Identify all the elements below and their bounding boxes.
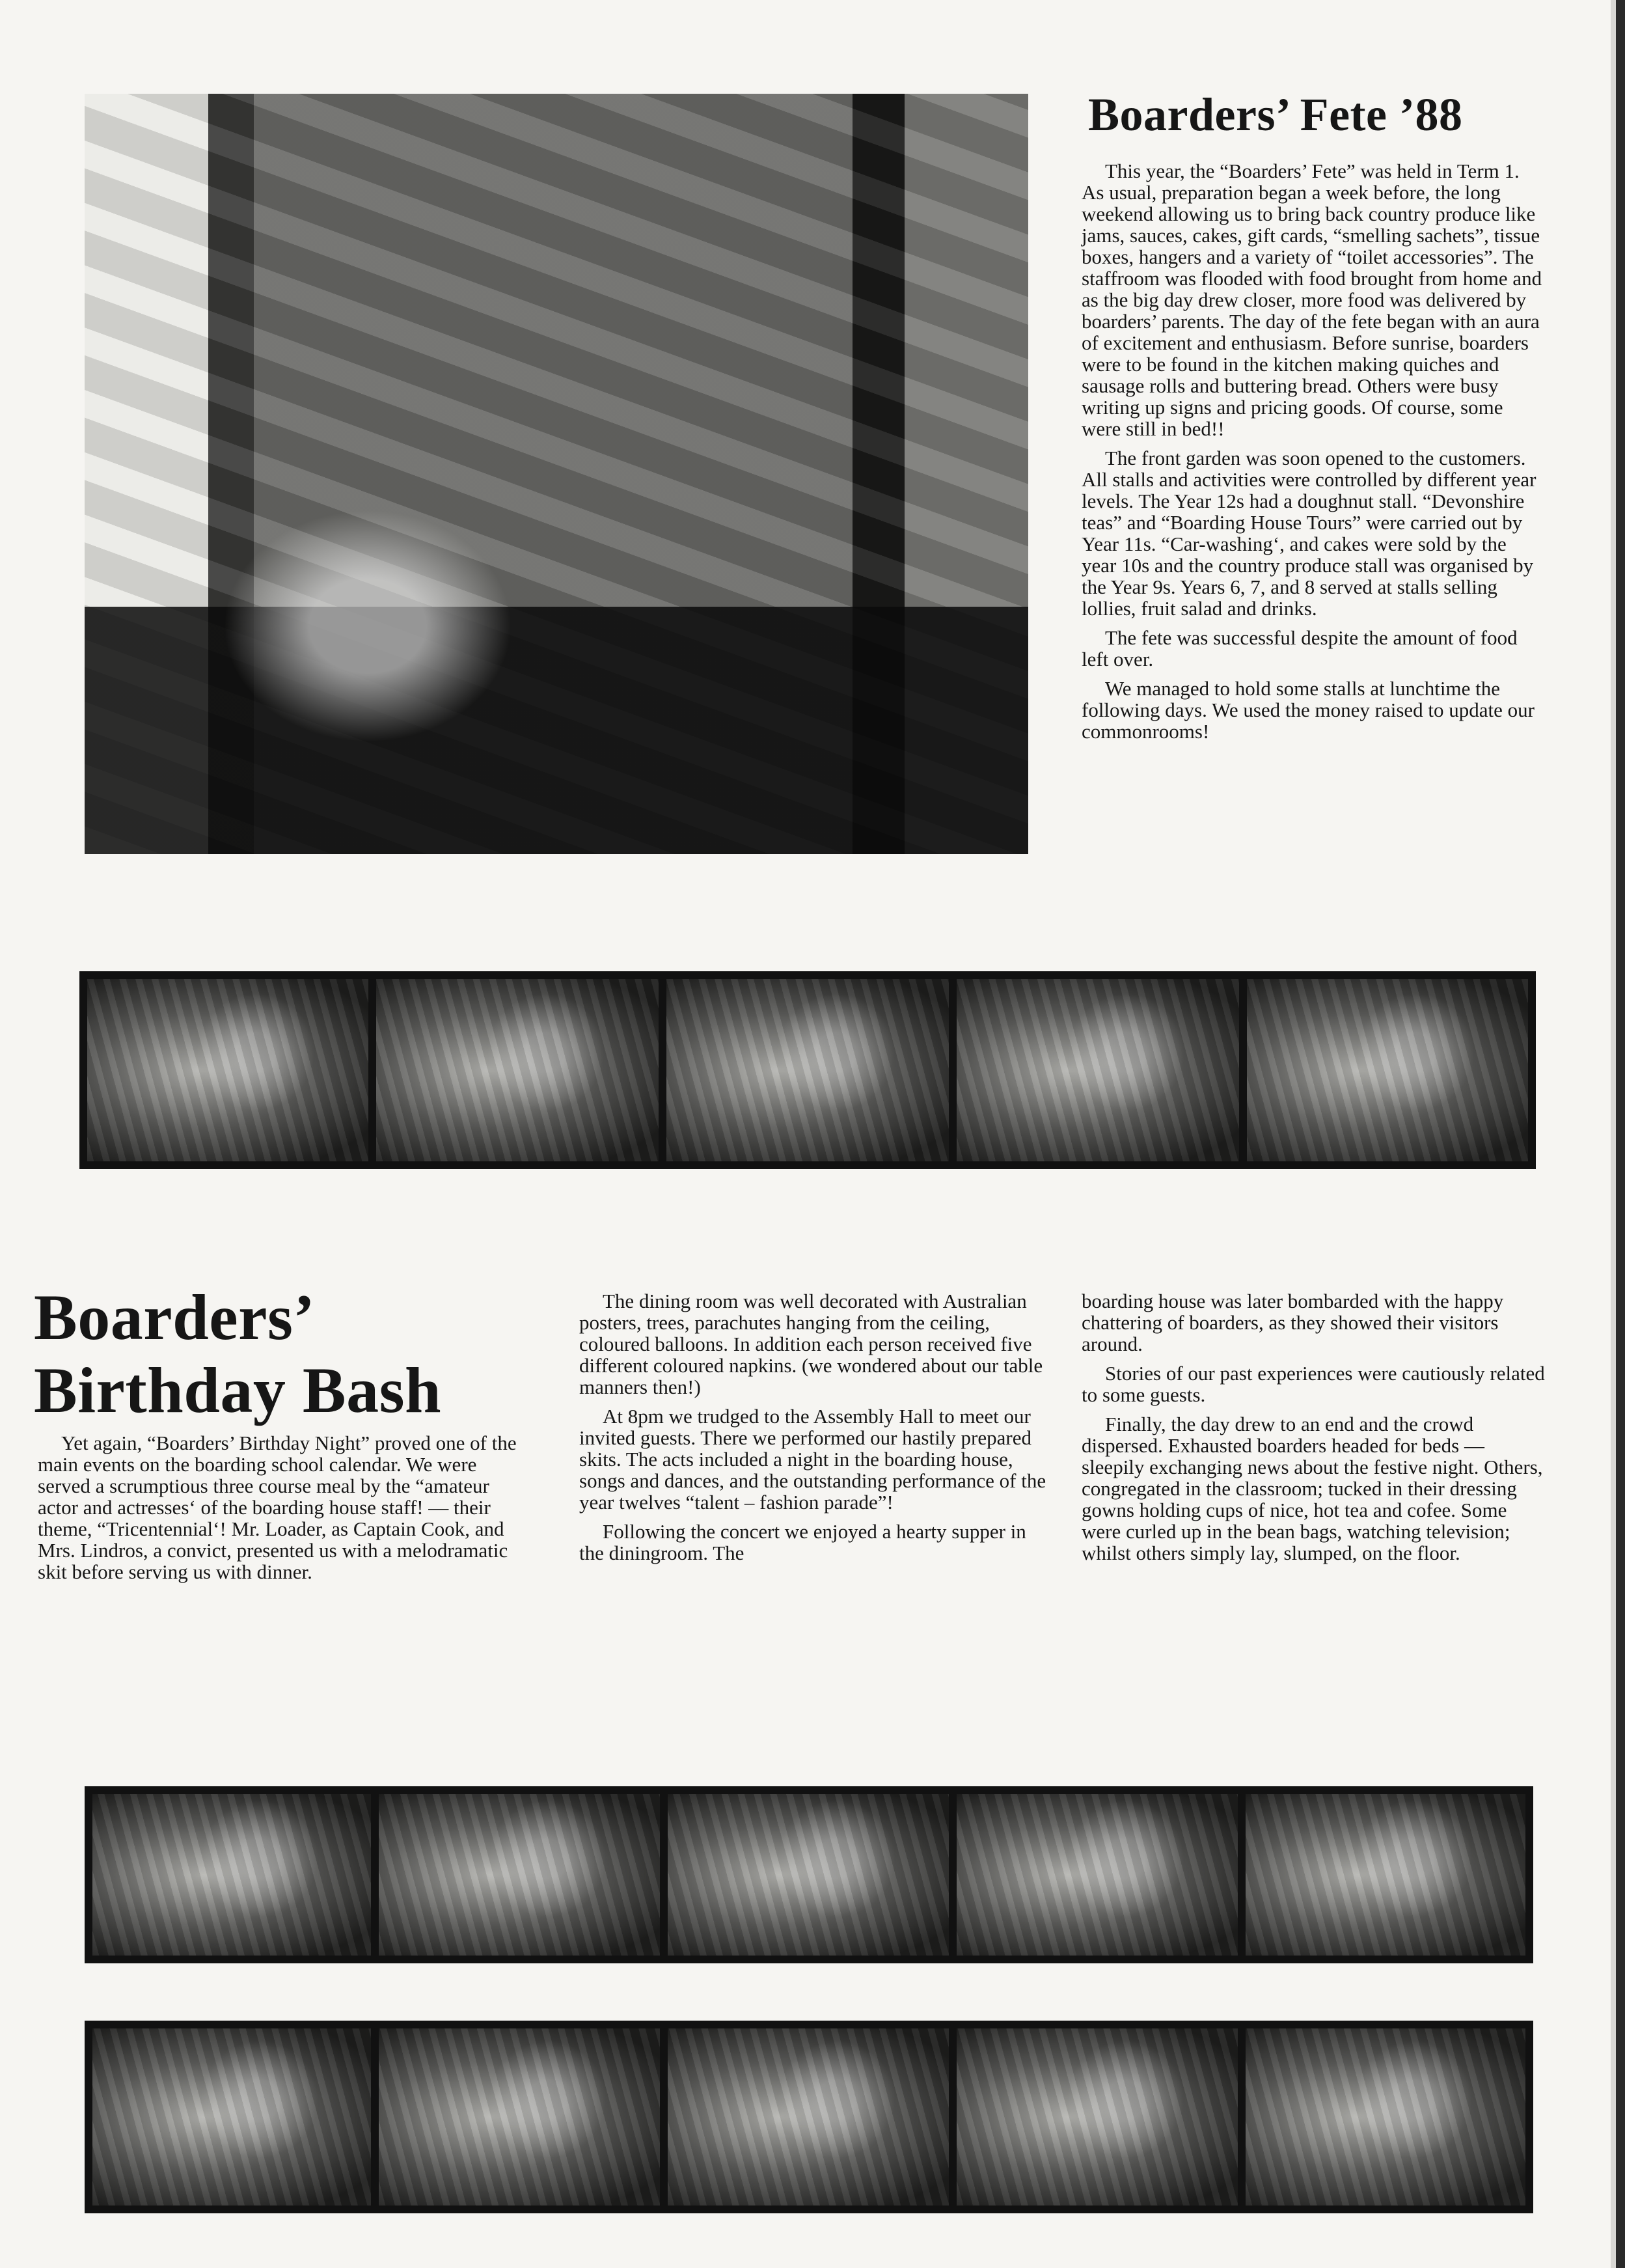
bash-column-2: [579, 1290, 1048, 1571]
photo-strip-fete: [79, 971, 1536, 1169]
photo-frame: [666, 979, 949, 1161]
photo-frame: [92, 2028, 371, 2206]
bash-paragraph: Yet again, “Boarders’ Birthday Night” proved one of the main events on the boarding school calendar. We were served a scrumptious three course meal by the “amateur actor and actresses‘ of the boarding house staff! — their theme, “Tricentennial‘! Mr. Loader, as Captain Cook, and Mrs. Lindros, a convict, presented us with a melodramatic skit before serving us with dinner.: [38, 1431, 517, 1583]
photo-frame: [668, 2028, 949, 2206]
photo-strip-bash-1: [85, 1786, 1533, 1963]
photo-frame: [92, 1794, 371, 1956]
photo-frame: [1247, 979, 1528, 1161]
bash-paragraph: At 8pm we trudged to the Assembly Hall to meet our invited guests. There we performed our hastily prepared skits. The acts included a night in the boarding house, songs and dances, and the outstanding performance of the year twelves “talent – fashion parade”!: [579, 1405, 1046, 1514]
photo-frame: [1246, 2028, 1525, 2206]
page-edge-shadow: [1611, 0, 1616, 2268]
photo-frame: [957, 1794, 1238, 1956]
bash-column-1: [38, 1432, 532, 1590]
fete-paragraph: We managed to hold some stalls at lunchtime the following days. We used the money raised to update our commonrooms!: [1082, 677, 1535, 743]
fete-paragraph: The fete was successful despite the amount of food left over.: [1082, 626, 1518, 671]
fete-paragraph: The front garden was soon opened to the customers. All stalls and activities were controlled by different year levels. The Year 12s had a doughnut stall. “Devonshire teas” and “Boarding House Tours” were carried out by Year 11s. “Car-washing‘, and cakes were sold by the year 10s and the country produce stall was organised by the Year 9s. Years 6, 7, and 8 served at stalls selling lollies, fruit salad and drinks.: [1082, 447, 1536, 620]
bash-paragraph: Stories of our past experiences were cautiously related to some guests.: [1082, 1362, 1545, 1406]
photo-frame: [668, 1794, 949, 1956]
photo-strip-bash-2: [85, 2021, 1533, 2213]
bash-title: [34, 1281, 528, 1427]
photo-frame: [379, 2028, 660, 2206]
bash-paragraph: Finally, the day drew to an end and the crowd dispersed. Exhausted boarders headed for beds — sleepily exchanging news about the festive night. Others, congregated in the classroom; tucked in their dressing gowns holding cups of nice, hot tea and cofee. Some were curled up in the bean bags, watching television; whilst others simply lay, slumped, on the floor.: [1082, 1413, 1543, 1564]
photo-boarder-at-desk: [85, 94, 1028, 854]
fete-article: [1082, 160, 1544, 750]
fete-paragraph: This year, the “Boarders’ Fete” was held in Term 1. As usual, preparation began a week before, the long weekend allowing us to bring back country produce like jams, sauces, cakes, gift cards, “smelling sachets”, tissue boxes, hangers and a variety of “toilet accessories”. The staffroom was flooded with food brought from home and as the big day drew closer, more food was delivered by boarders’ parents. The day of the fete began with an aura of excitement and enthusiasm. Before sunrise, boarders were to be found in the kitchen making quiches and sausage rolls and buttering bread. Others were busy writing up signs and pricing goods. Of course, some were still in bed!!: [1082, 159, 1542, 440]
fete-title: Boarders’ Fete ’88: [1088, 89, 1463, 141]
bash-paragraph: Following the concert we enjoyed a hearty supper in the diningroom. The: [579, 1520, 1026, 1564]
photo-frame: [1246, 1794, 1525, 1956]
page-edge: [1616, 0, 1625, 2268]
bash-paragraph: The dining room was well decorated with Australian posters, trees, parachutes hanging from the ceiling, coloured balloons. In addition each person received five different coloured napkins. (we wondered about our table manners then!): [579, 1290, 1043, 1398]
bash-column-3: [1082, 1290, 1550, 1571]
photo-frame: [87, 979, 368, 1161]
bash-title-line2: Birthday Bash: [34, 1354, 442, 1426]
bash-title-line1: Boarders’: [34, 1281, 316, 1353]
photo-frame: [957, 2028, 1238, 2206]
photo-frame: [376, 979, 659, 1161]
bash-paragraph: boarding house was later bombarded with the happy chattering of boarders, as they showed their visitors around.: [1082, 1290, 1504, 1355]
photo-frame: [379, 1794, 660, 1956]
photo-frame: [957, 979, 1239, 1161]
